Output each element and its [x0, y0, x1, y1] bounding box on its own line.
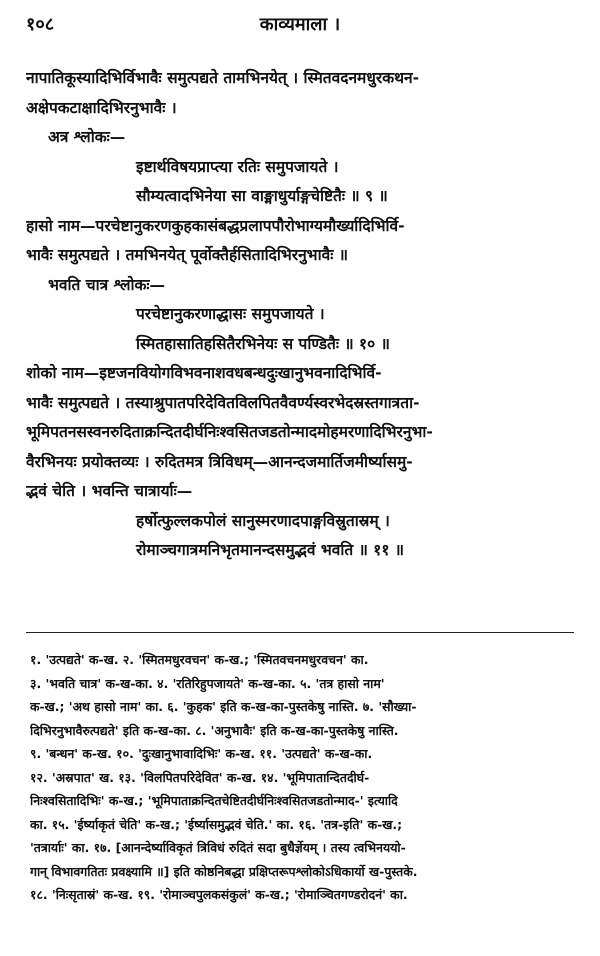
text-line: द्भवं चेति । भवन्ति चात्रार्याः—: [26, 482, 193, 500]
text-line: सौम्यत्वादभिनेया सा वाङ्माधुर्याङ्गचेष्टितैः ॥ ९ ॥: [136, 187, 388, 205]
footnote-line: १८. 'निःसृतास्रं' क-ख. १९. 'रोमाञ्चपुलकसंकुलं' क-ख.; 'रोमाञ्चितगण्डरोदनं' का.: [30, 887, 408, 902]
footnote-line: १. 'उत्पद्यते' क-ख. २. 'स्मितमधुरवचन' क-ख.; 'स्मितवचनमधुरवचन' का.: [30, 652, 369, 667]
text-line: भवति चात्र श्लोकः—: [48, 275, 166, 294]
text-line: शोको नाम—इष्टजनवियोगविभवनाशवधबन्धदुःखानुभवनादिभिर्वि-: [26, 364, 382, 382]
text-line: भावैः समुत्पद्यते । तमभिनयेत् पूर्वोक्तैर्हसितादिभिरनुभावैः ॥: [26, 246, 349, 264]
text-line: परचेष्टानुकरणाद्धासः समुपजायते ।: [136, 305, 325, 323]
footnote-line: ९. 'बन्धन' क-ख. १०. 'दुःखानुभावादिभिः' क-ख. ११. 'उत्पद्यते' क-ख-का.: [30, 746, 373, 761]
text-line: इष्टार्थविषयप्राप्त्या रतिः समुपजायते ।: [136, 157, 339, 176]
text-line: अत्र श्लोकः—: [48, 128, 126, 146]
footnotes: [30, 648, 582, 907]
text-line: अक्षेपकटाक्षादिभिरनुभावैः ।: [26, 98, 177, 117]
page-number: १०८: [26, 14, 55, 35]
text-line: नापातिकूस्यादिभिर्विभावैः समुत्पद्यते तामभिनयेत् । स्मितवदनमधुरकथन-: [26, 69, 420, 87]
text-line: रोमाञ्चगात्रमनिभृतमानन्दसमुद्भवं भवति ॥ ११ ॥: [136, 541, 405, 559]
text-line: हासो नाम—परचेष्टानुकरणकुहकासंबद्धप्रलापपौरोभाग्यमौर्ख्यादिभिर्वि-: [26, 216, 405, 235]
text-line: भूमिपतनसस्वनरुदिताक्रन्दितदीर्घनिःश्वसितजडतोन्मादमोहमरणादिभिरनुभा-: [26, 423, 433, 441]
footnote-line: गान् विभावगतितः प्रवक्ष्यामि ॥] इति कोष्ठनिबद्धा प्रक्षिप्तरूपश्लोकोऽधिकार्यो ख-पुस्तके.: [30, 863, 418, 879]
text-line: हर्षोत्फुल्लकपोलं सानुस्मरणादपाङ्गविस्रुतास्रम् ।: [136, 511, 390, 530]
footnote-line: १२. 'अस्रपात' ख. १३. 'विलपितपरिदेवित' क-ख. १४. 'भूमिपातान्दितदीर्घ-: [30, 769, 370, 785]
main-text: [26, 64, 578, 566]
footnote-line: ३. 'भवति चात्र' क-ख-का. ४. 'रतिरिहुपजायते' क-ख-का. ५. 'तत्र हासो नाम': [30, 675, 385, 691]
footnote-line: क-ख.; 'अथ हासो नाम' का. ६. 'कुहक' इति क-ख-का-पुस्तकेषु नास्ति. ७. 'सौख्या-: [30, 699, 417, 714]
footnote-line: 'तत्रार्याः' का. १७. [आनन्देर्ष्याविकृतं त्रिविधं रुदितं सदा बुधैर्ज्ञेयम् । तस्य त्वभिनययो-: [30, 840, 406, 855]
footnote-line: निःश्वसितादिभिः' क-ख.; 'भूमिपाताक्रन्दितचेष्टितदीर्घनिःश्वसितजडतोन्माद-' इत्यादि: [30, 793, 398, 808]
page-header: [26, 12, 574, 42]
text-line: भावैः समुत्पद्यते । तस्याश्रुपातपरिदेवितविलपितवैवर्ण्यस्वरभेदस्रस्तगात्रता-: [26, 393, 420, 412]
text-line: वैरभिनयः प्रयोक्तव्यः । रुदितमत्र त्रिविधम्—आनन्दजमार्तिजमीर्ष्यासमु-: [26, 452, 413, 471]
running-title: काव्यमाला ।: [259, 14, 341, 35]
footnote-line: का. १५. 'ईर्ष्याकृतं चेति' क-ख.; 'ईर्ष्यासमुद्भवं चेति.' का. १६. 'तत्र-इति' क-ख.;: [30, 816, 403, 832]
footnote-divider: [26, 632, 574, 633]
text-line: स्मितहासातिहसितैरभिनेयः स पण्डितैः ॥ १० ॥: [136, 334, 390, 353]
footnote-line: दिभिरनुभावैरुत्पद्यते' इति क-ख-का. ८. 'अनुभावैः' इति क-ख-का-पुस्तकेषु नास्ति.: [30, 722, 399, 738]
